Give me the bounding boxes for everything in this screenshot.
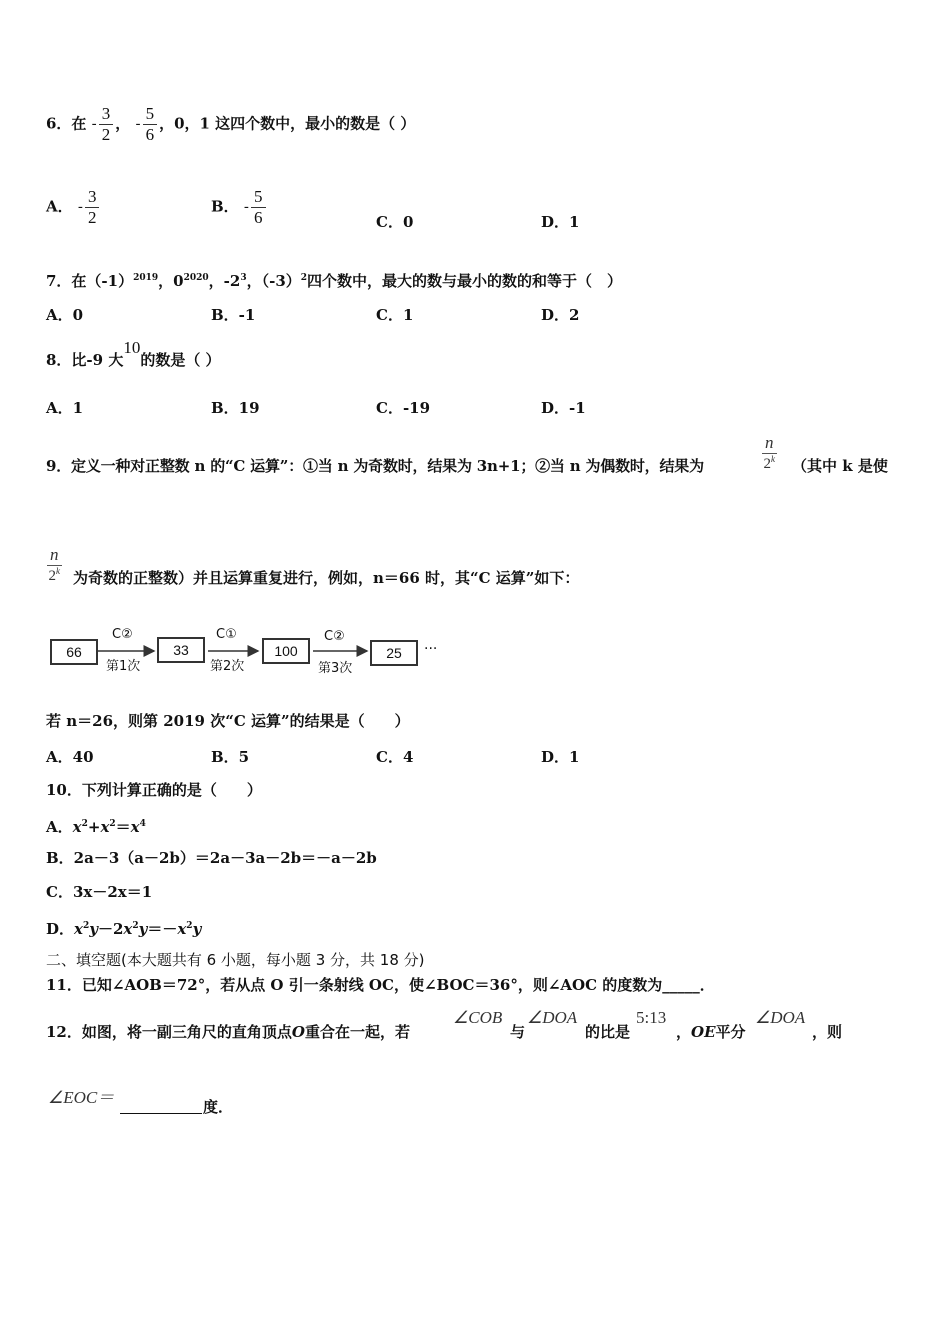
question-9-line2: 为奇数的正整数）并且运算重复进行，例如，n＝66 时，其“C 运算”如下：: [73, 569, 580, 587]
flow-ellipsis: ···: [424, 641, 438, 657]
q12-angle-doa-2: ∠DOA: [755, 1008, 806, 1027]
flow-step-2: 第2次: [210, 659, 245, 674]
q6-frac1-sign: -: [91, 114, 97, 133]
q9-frac-n-over-2k: n 2$^k$: [763, 433, 775, 472]
q7-option-c: C．1: [376, 306, 414, 324]
flow-box-4: 25: [370, 640, 418, 666]
q7-option-d: D．2: [541, 306, 580, 324]
q8-option-c: C．-19: [376, 399, 431, 417]
q6-frac1: $\frac{3}{2}$: [99, 104, 114, 145]
q10-option-b: B．2a－3（a－2b）＝2a－3a－2b＝－a－2b: [46, 849, 377, 867]
q6-text: ，0，1 这四个数中，最小的数是（ ）: [159, 114, 416, 133]
q12-bili: 的比是: [585, 1023, 631, 1041]
flow-op-2: C①: [216, 627, 237, 642]
flow-op-3: C②: [324, 629, 345, 644]
q12-rest: ，OE平分: [676, 1023, 746, 1041]
q12-angle-eoc: ∠EOC＝: [48, 1088, 115, 1107]
q6-option-c: C．0: [376, 213, 414, 231]
q9-option-c: C．4: [376, 748, 414, 766]
flow-step-1: 第1次: [106, 659, 141, 674]
q8-option-a: A．1: [46, 399, 84, 417]
q6-frac2: $\frac{5}{6}$: [143, 104, 158, 145]
question-11: 11．已知∠AOB＝72°，若从点 O 引一条射线 OC，使∠BOC＝36°，则∠AOC 的度数为_____．: [46, 976, 715, 994]
q9-frac-n-over-2k-2: n 2$^k$: [48, 545, 60, 584]
q12-ze: ，则: [812, 1023, 843, 1041]
q6-prefix: 6．在: [46, 114, 87, 133]
q12-ratio: 5:13: [636, 1008, 667, 1027]
q8-sup-10: 10: [123, 338, 141, 357]
q9-line1-end: （其中 k 是使: [792, 457, 888, 475]
q10-option-d: D．$x^2y-2x^2y=-x^2y$: [46, 920, 202, 938]
flow-op-1: C②: [112, 627, 133, 642]
question-12: 12．如图，将一副三角尺的直角顶点O重合在一起，若: [46, 1023, 410, 1041]
q6-option-b: B． - $\frac{5}{6}$: [211, 187, 268, 228]
q6-option-a: A． - $\frac{3}{2}$: [46, 187, 101, 228]
q6-option-d: D．1: [541, 213, 580, 231]
q12-unit: 度．: [203, 1098, 234, 1116]
flow-box-1: 66: [50, 639, 98, 665]
q8-option-d: D．-1: [541, 399, 586, 417]
section-2-heading: 二、填空题(本大题共有 6 小题，每小题 3 分，共 18 分): [46, 951, 425, 969]
q9-option-b: B．5: [211, 748, 250, 766]
question-7: 7．在$(-1)^{2019}$，$0^{2020}$，$-2^3$，$(-3)^2$四个数中，最大的数与最小的数的和等于（ ）: [46, 272, 623, 290]
q8-option-b: B．19: [211, 399, 260, 417]
q12-angle-cob: ∠COB: [453, 1008, 503, 1027]
q10-option-a: A．$x^2+x^2=x^4$: [46, 818, 146, 836]
flow-box-2: 33: [157, 637, 205, 663]
q12-yu: 与: [510, 1023, 526, 1041]
q12-angle-doa: ∠DOA: [527, 1008, 578, 1027]
q9-option-a: A．40: [46, 748, 94, 766]
question-9-ask: 若 n＝26，则第 2019 次“C 运算”的结果是（ ）: [46, 712, 410, 730]
q9-option-d: D．1: [541, 748, 580, 766]
q7-option-a: A．0: [46, 306, 84, 324]
flow-step-3: 第3次: [318, 661, 353, 676]
flow-box-3: 100: [262, 638, 310, 664]
q12-answer-blank: [120, 1113, 202, 1114]
q7-option-b: B．-1: [211, 306, 256, 324]
question-10: 10．下列计算正确的是（ ）: [46, 781, 262, 799]
question-8: 8．比-9 大10的数是（ ）: [46, 338, 221, 369]
c-operation-flow-diagram: [46, 625, 446, 681]
q10-option-c: C．3x－2x＝1: [46, 883, 153, 901]
question-6: 6．在 - $\frac{3}{2}$ ， - $\frac{5}{6}$ ，0，1 这四个数中，最小的数是（ ）: [46, 104, 416, 144]
q6-frac2-sign: -: [135, 114, 141, 133]
question-9-line1: 9．定义一种对正整数 n 的“C 运算”：①当 n 为奇数时，结果为 3n+1；②当 n 为偶数时，结果为: [46, 457, 704, 475]
